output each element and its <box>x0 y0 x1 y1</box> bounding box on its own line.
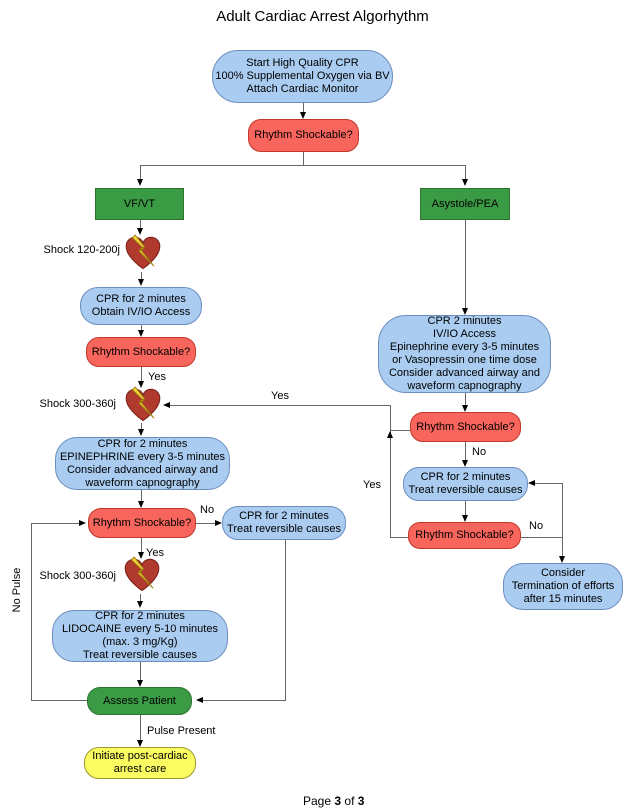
rhythm-shockable-right-1-node: Rhythm Shockable? <box>410 412 521 442</box>
yes-label: Yes <box>148 371 166 383</box>
cpr-epinephrine-node: CPR for 2 minutes EPINEPHRINE every 3-5 minutes Consider advanced airway and waveform capnography <box>55 437 230 490</box>
arrowhead <box>137 740 143 747</box>
yes-label: Yes <box>363 479 381 491</box>
no-label: No <box>529 520 544 532</box>
edge-line <box>390 537 408 538</box>
arrowhead <box>215 520 222 526</box>
arrowhead <box>300 112 306 119</box>
pulse-present-label: Pulse Present <box>147 725 216 737</box>
edge-line <box>465 165 466 179</box>
edge-line <box>141 272 142 279</box>
edge-line <box>390 405 391 537</box>
edge-line <box>465 393 466 405</box>
rhythm-shockable-2-node: Rhythm Shockable? <box>86 337 196 367</box>
edge-line <box>465 501 466 515</box>
no-label: No <box>472 446 487 458</box>
edge-line <box>31 700 87 701</box>
edge-line <box>465 442 466 460</box>
edge-line <box>140 662 141 680</box>
arrowhead <box>79 520 86 526</box>
edge-line <box>562 483 563 556</box>
arrowhead <box>137 601 143 608</box>
cpr-treat-reversible-left-node: CPR for 2 minutes Treat reversible causes <box>222 506 346 540</box>
edge-line <box>465 220 466 308</box>
arrowhead <box>462 515 468 522</box>
arrowhead <box>163 402 170 408</box>
asystole-pea-node: Asystole/PEA <box>420 188 510 220</box>
defibrillation-heart-icon <box>123 558 161 593</box>
post-cardiac-arrest-care-node: Initiate post-cardiac arrest care <box>84 747 196 779</box>
page-number: Page 3 of 3 <box>303 794 365 808</box>
arrowhead <box>196 697 203 703</box>
edge-line <box>141 367 142 381</box>
arrowhead <box>137 179 143 186</box>
arrowhead <box>559 556 565 563</box>
edge-line <box>535 483 562 484</box>
arrowhead <box>462 179 468 186</box>
arrowhead <box>138 552 144 559</box>
edge-line <box>31 523 32 701</box>
rhythm-shockable-3-node: Rhythm Shockable? <box>88 508 196 538</box>
cpr-lidocaine-node: CPR for 2 minutes LIDOCAINE every 5-10 minutes (max. 3 mg/Kg) Treat reversible causes <box>52 610 228 662</box>
start-node: Start High Quality CPR 100% Supplemental Oxygen via BV Attach Cardiac Monitor <box>212 50 393 103</box>
shock-300-360-label: Shock 300-360j <box>39 570 116 582</box>
edge-line <box>285 540 286 700</box>
edge-line <box>196 523 215 524</box>
cpr-right-node: CPR 2 minutes IV/IO Access Epinephrine every 3-5 minutes or Vasopressin one time dose Consider advanced airway and waveform capnography <box>378 315 551 393</box>
arrowhead <box>387 431 393 438</box>
arrowhead <box>138 501 144 508</box>
arrowhead <box>462 460 468 467</box>
rhythm-shockable-1-node: Rhythm Shockable? <box>248 119 359 152</box>
arrowhead <box>137 228 143 235</box>
no-label: No <box>200 504 215 516</box>
yes-label: Yes <box>271 390 289 402</box>
arrowhead <box>462 405 468 412</box>
cpr-iv-io-node: CPR for 2 minutes Obtain IV/IO Access <box>80 287 202 325</box>
defibrillation-heart-icon <box>124 236 162 271</box>
assess-patient-node: Assess Patient <box>87 687 192 715</box>
edge-line <box>390 430 410 431</box>
arrowhead <box>138 429 144 436</box>
arrowhead <box>528 480 535 486</box>
edge-line <box>140 715 141 740</box>
edge-line <box>140 165 465 166</box>
shock-120-200-label: Shock 120-200j <box>43 244 120 256</box>
arrowhead <box>137 680 143 687</box>
arrowhead <box>462 308 468 315</box>
defibrillation-heart-icon <box>124 388 162 423</box>
page-title: Adult Cardiac Arrest Algorhythm <box>216 8 429 25</box>
arrowhead <box>138 279 144 286</box>
edge-line <box>521 537 562 538</box>
cpr-treat-reversible-right-node: CPR for 2 minutes Treat reversible causes <box>403 467 528 501</box>
edge-line <box>140 165 141 179</box>
shock-300-360-label: Shock 300-360j <box>39 398 116 410</box>
arrowhead <box>138 381 144 388</box>
vf-vt-node: VF/VT <box>95 188 184 220</box>
edge-line <box>170 405 390 406</box>
edge-line <box>141 490 142 501</box>
edge-line <box>141 538 142 553</box>
edge-line <box>303 152 304 165</box>
termination-node: Consider Termination of efforts after 15 minutes <box>503 563 623 610</box>
arrowhead <box>138 330 144 337</box>
edge-line <box>31 523 79 524</box>
no-pulse-label: No Pulse <box>11 567 23 613</box>
edge-line <box>203 700 286 701</box>
yes-label: Yes <box>146 547 164 559</box>
rhythm-shockable-right-2-node: Rhythm Shockable? <box>408 522 521 549</box>
